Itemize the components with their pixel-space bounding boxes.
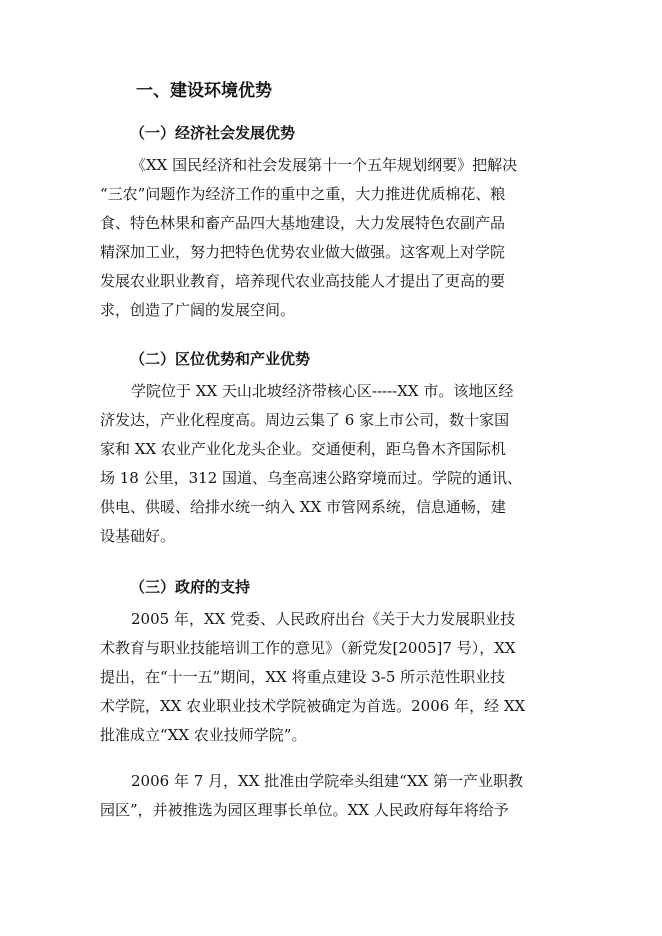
text-line: 园区”，并被推选为园区理事长单位。XX 人民政府每年将给予 <box>100 801 509 819</box>
paragraph-government-support-1 <box>100 605 570 750</box>
text-line: 场 18 公里，312 国道、乌奎高速公路穿境而过。学院的通讯、 <box>100 469 523 487</box>
text-line: “三农”问题作为经济工作的重中之重，大力推进优质棉花、粮 <box>100 185 506 203</box>
paragraph-location-industry <box>100 377 570 551</box>
text-line: 家和 XX 农业产业化龙头企业。交通便利，距乌鲁木齐国际机 <box>100 440 506 458</box>
text-line: 供电、供暖、给排水统一纳入 XX 市管网系统，信息通畅，建 <box>100 498 506 516</box>
text-line: 设基础好。 <box>100 527 176 545</box>
text-line: 求，创造了广阔的发展空间。 <box>100 301 296 319</box>
text-line: 《XX 国民经济和社会发展第十一个五年规划纲要》把解决 <box>131 156 518 174</box>
text-line: 发展农业职业教育，培养现代农业高技能人才提出了更高的要 <box>100 272 506 290</box>
text-line: 批准成立“XX 农业技师学院”。 <box>100 726 307 744</box>
text-line: 食、特色林果和畜产品四大基地建设，大力发展特色农副产品 <box>100 214 506 232</box>
text-line: 学院位于 XX 天山北坡经济带核心区-----XX 市。该地区经 <box>131 382 514 400</box>
text-line: 精深加工业，努力把特色优势农业做大做强。这客观上对学院 <box>100 243 506 261</box>
section-heading-location-industry: （二）区位优势和产业优势 <box>130 350 311 368</box>
text-line: 2005 年，XX 党委、人民政府出台《关于大力发展职业技 <box>131 610 516 628</box>
text-line: 提出，在“十一五”期间，XX 将重点建设 3-5 所示范性职业技 <box>100 668 506 686</box>
text-line: 术学院，XX 农业职业技术学院被确定为首选。2006 年，经 XX <box>100 697 526 715</box>
section-heading-government-support: （三）政府的支持 <box>130 578 251 596</box>
paragraph-government-support-2 <box>100 767 570 825</box>
paragraph-economic-social <box>100 151 570 325</box>
text-line: 济发达，产业化程度高。周边云集了 6 家上市公司，数十家国 <box>100 411 510 429</box>
text-line: 2006 年 7 月，XX 批准由学院牵头组建“XX 第一产业职教 <box>131 772 523 790</box>
heading-construction-advantages: 一、建设环境优势 <box>136 81 272 101</box>
section-heading-economic-social: （一）经济社会发展优势 <box>130 124 296 142</box>
text-line: 术教育与职业技能培训工作的意见》（新党发[2005]7 号），XX <box>100 639 516 657</box>
